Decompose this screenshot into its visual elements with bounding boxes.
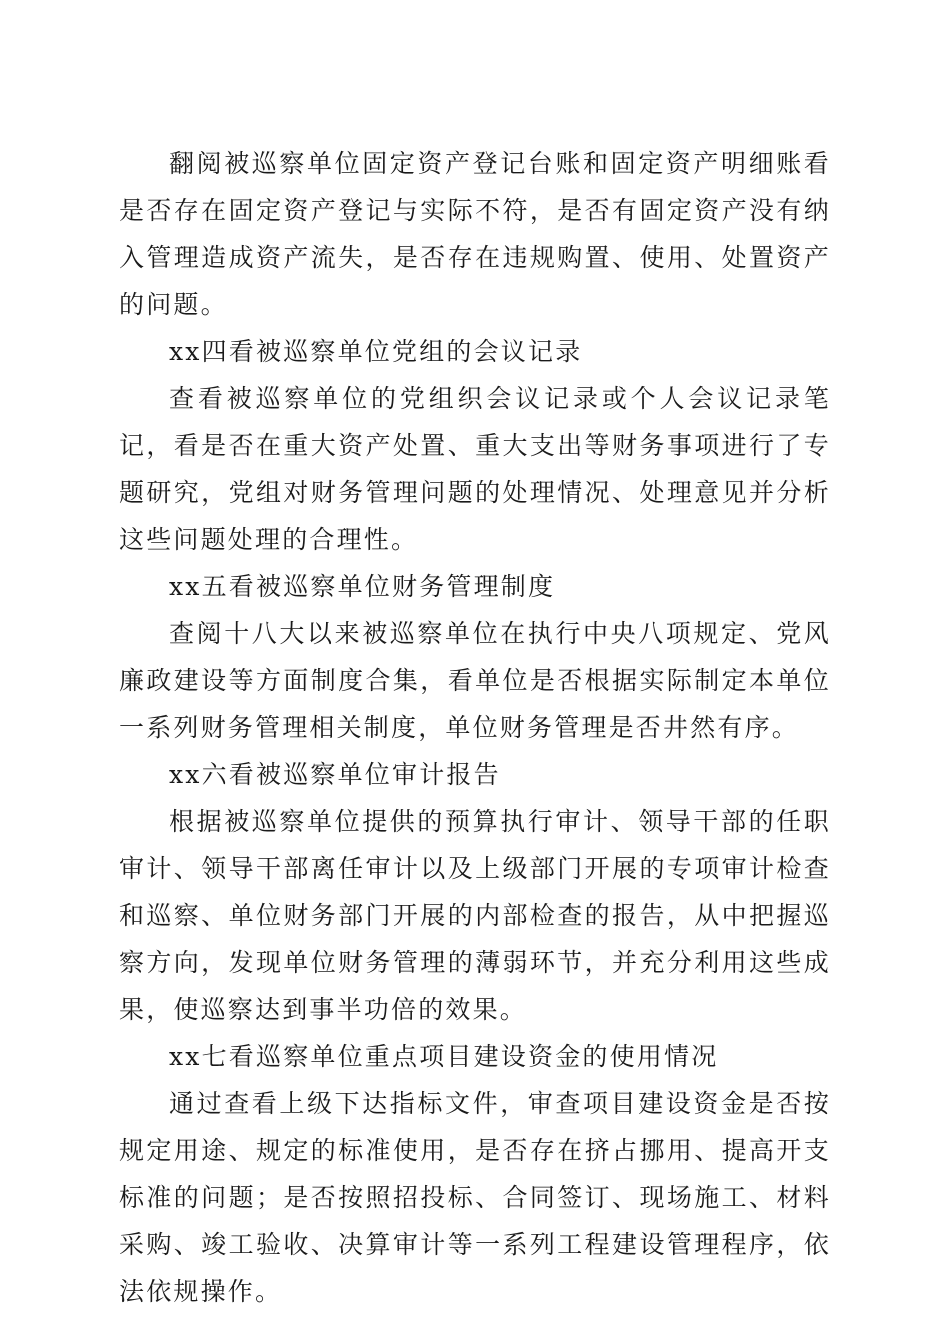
section-heading-7: xx七看巡察单位重点项目建设资金的使用情况 [169, 1042, 719, 1071]
section-heading-6: xx六看被巡察单位审计报告 [169, 760, 501, 789]
section-heading-5: xx五看被巡察单位财务管理制度 [169, 572, 556, 601]
paragraph-fixed-assets: 翻阅被巡察单位固定资产登记台账和固定资产明细账看是否存在固定资产登记与实际不符，是否有固定资产没有纳入管理造成资产流失，是否存在违规购置、使用、处置资产的问题。 [119, 149, 831, 319]
paragraph-audit-reports: 根据被巡察单位提供的预算执行审计、领导干部的任职审计、领导干部离任审计以及上级部门开展的专项审计检查和巡察、单位财务部门开展的内部检查的报告，从中把握巡察方向，发现单位财务管理的薄弱环节，并充分利用这些成果，使巡察达到事半功倍的效果。 [119, 807, 831, 1024]
paragraph-project-funds: 通过查看上级下达指标文件，审查项目建设资金是否按规定用途、规定的标准使用，是否存在挤占挪用、提高开支标准的问题；是否按照招投标、合同签订、现场施工、材料采购、竣工验收、决算审计等一系列工程建设管理程序，依法依规操作。 [119, 1089, 831, 1306]
section-heading-4: xx四看被巡察单位党组的会议记录 [169, 337, 583, 366]
paragraph-meeting-records: 查看被巡察单位的党组织会议记录或个人会议记录笔记，看是否在重大资产处置、重大支出等财务事项进行了专题研究，党组对财务管理问题的处理情况、处理意见并分析这些问题处理的合理性。 [119, 384, 831, 554]
document-body [119, 140, 831, 1315]
paragraph-financial-rules: 查阅十八大以来被巡察单位在执行中央八项规定、党风廉政建设等方面制度合集，看单位是否根据实际制定本单位一系列财务管理相关制度，单位财务管理是否井然有序。 [119, 619, 831, 742]
